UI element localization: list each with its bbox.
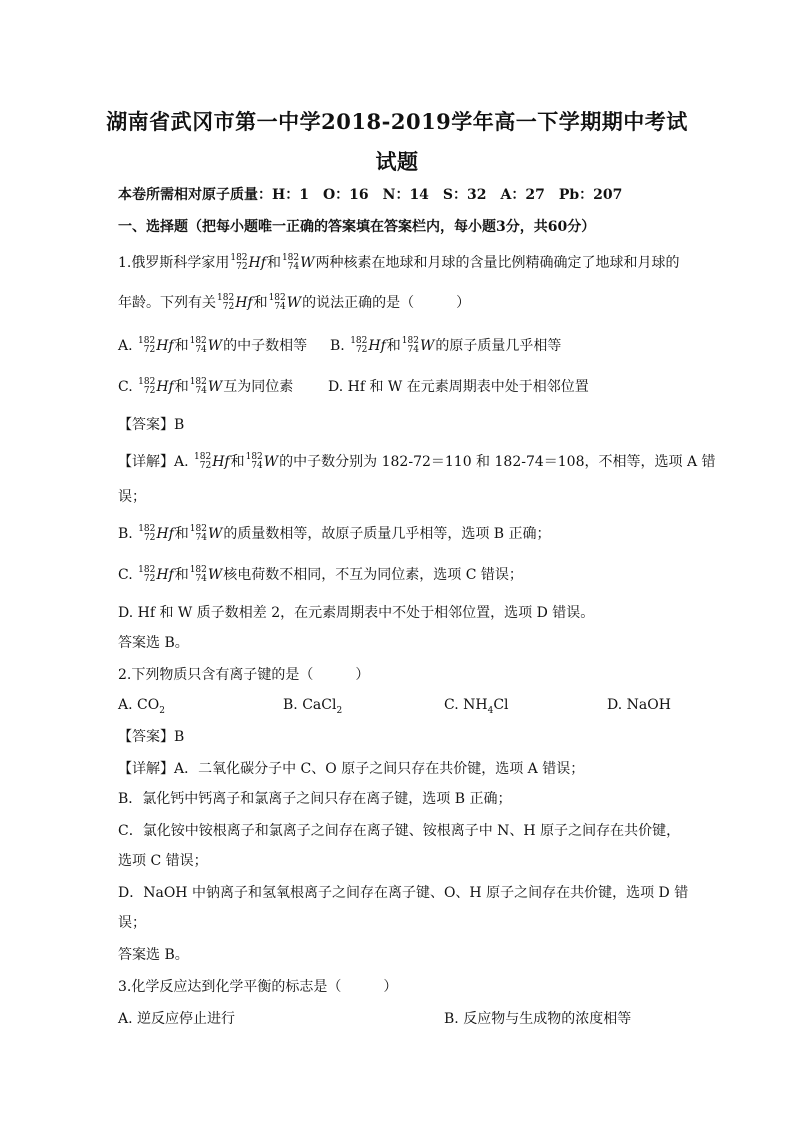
q2-answer: 【答案】B	[118, 729, 185, 745]
nuclide-w: 182 74 W	[281, 253, 315, 272]
q3-option-b: B. 反应物与生成物的浓度相等	[444, 1011, 632, 1027]
q1-stem-line1: 1.俄罗斯科学家用 182 72 Hf 和 182 74 W 两种核素在地球和月球的含量比例精确确定了地球和月球的	[118, 253, 680, 272]
q2-detail-c-1: C．氯化铵中铵根离子和氯离子之间存在离子键、铵根离子中 N、H 原子之间存在共价键，	[118, 823, 681, 839]
q1-detail-a-cont: 误；	[118, 489, 146, 505]
q1-detail-b: B. 182 72 Hf 和 182 74 W 的质量数相等，故原子质量几乎相等，选项 B 正确；	[118, 524, 551, 543]
nuclide-w: 182 74 W	[268, 293, 302, 312]
q2-detail-d-2: 误；	[118, 915, 146, 931]
q2-option-c: C. $NH_4Cl$	[444, 697, 509, 716]
nuclide-hf: 182 72 Hf	[230, 253, 266, 272]
q2-stem: 2.下列物质只含有离子键的是（ ）	[118, 667, 370, 683]
q1-detail-c: C. 182 72 Hf 和 182 74 W 核电荷数不相同，不互为同位素，选项 C 错误；	[118, 565, 523, 584]
q1-stem-line2: 年龄。下列有关 182 72 Hf 和 182 74 W 的说法正确的是（ ）	[118, 293, 471, 312]
q2-detail-d-1: D．NaOH 中钠离子和氢氧根离子之间存在离子键、O、H 原子之间存在共价键，选项 D 错	[118, 885, 689, 901]
q2-conclusion: 答案选 B。	[118, 947, 189, 963]
q2-detail-b: B．氯化钙中钙离子和氯离子之间只存在离子键，选项 B 正确；	[118, 791, 512, 807]
q2-detail-a: 【详解】A．二氧化碳分子中 C、O 原子之间只存在共价键，选项 A 错误；	[118, 761, 585, 777]
q1-answer: 【答案】B	[118, 417, 185, 433]
q1-detail-d: D. Hf 和 W 质子数相差 2，在元素周期表中不处于相邻位置，选项 D 错误。	[118, 605, 595, 621]
q1-option-a: A. 182 72 Hf 和 182 74 W 的中子数相等	[118, 336, 308, 355]
q1-option-d: D. Hf 和 W 在元素周期表中处于相邻位置	[328, 379, 589, 395]
section-heading: 一、选择题（把每小题唯一正确的答案填在答案栏内，每小题3分，共60分）	[118, 219, 596, 235]
q2-option-a: A. $CO_2$	[118, 697, 165, 716]
title-line-1: 湖南省武冈市第一中学2018-2019学年高一下学期期中考试	[106, 109, 688, 134]
q1-option-b: B. 182 72 Hf 和 182 74 W 的原子质量几乎相等	[330, 336, 562, 355]
nuclide-hf: 182 72 Hf	[217, 293, 253, 312]
q1-conclusion: 答案选 B。	[118, 635, 189, 651]
q1-detail-a: 【详解】A. 182 72 Hf 和 182 74 W 的中子数分别为 182-72＝110 和 182-74＝108，不相等，选项 A 错	[118, 452, 716, 471]
q2-option-b: B. CaCl$_2$	[283, 697, 343, 716]
title-line-2: 试题	[375, 149, 419, 174]
atomic-mass-note: 本卷所需相对原子质量：H：1 O：16 N：14 S：32 A：27 Pb：207	[118, 187, 623, 203]
q3-stem: 3.化学反应达到化学平衡的标志是（ ）	[118, 979, 398, 995]
q3-option-a: A. 逆反应停止进行	[118, 1011, 236, 1027]
q2-detail-c-2: 选项 C 错误；	[118, 853, 208, 869]
q2-option-d: D. NaOH	[607, 697, 671, 713]
q1-option-c: C. 182 72 Hf 和 182 74 W 互为同位素	[118, 377, 294, 396]
